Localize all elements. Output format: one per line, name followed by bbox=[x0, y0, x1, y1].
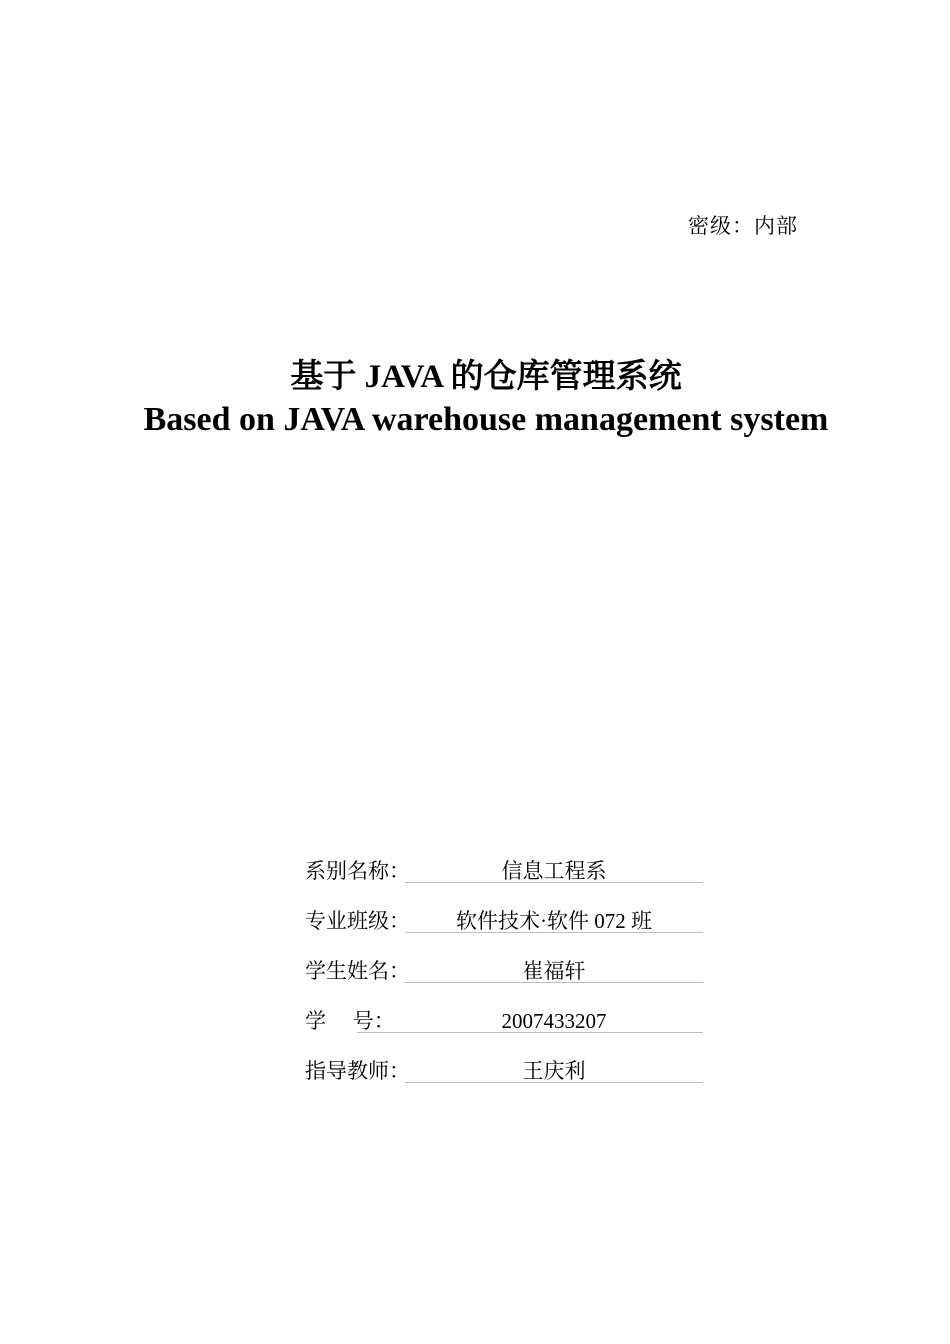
student-id-label: 学 号： bbox=[305, 1009, 395, 1033]
advisor-value: 王庆利 bbox=[522, 1059, 586, 1083]
info-row-class bbox=[305, 905, 703, 955]
department-value: 信息工程系 bbox=[501, 859, 607, 883]
info-row-student-name bbox=[305, 955, 703, 1005]
info-row-advisor bbox=[305, 1055, 703, 1105]
underline bbox=[405, 982, 703, 983]
student-name-label: 学生姓名： bbox=[305, 959, 410, 983]
title-english: Based on JAVA warehouse management system bbox=[143, 401, 829, 438]
department-label: 系别名称： bbox=[305, 859, 410, 883]
info-row-student-id bbox=[305, 1005, 703, 1055]
class-value: 软件技术·软件 072 班 bbox=[456, 909, 652, 933]
student-name-value: 崔福轩 bbox=[522, 959, 586, 983]
underline bbox=[357, 1032, 703, 1033]
title-chinese: 基于 JAVA 的仓库管理系统 bbox=[290, 359, 682, 395]
student-info-block bbox=[305, 855, 703, 1105]
underline bbox=[405, 932, 703, 933]
advisor-label: 指导教师： bbox=[305, 1059, 410, 1083]
info-row-department bbox=[305, 855, 703, 905]
classification-label: 密级：内部 bbox=[688, 214, 798, 238]
student-id-value: 2007433207 bbox=[501, 1009, 607, 1033]
underline bbox=[405, 882, 703, 883]
class-label: 专业班级： bbox=[305, 909, 410, 933]
underline bbox=[405, 1082, 703, 1083]
